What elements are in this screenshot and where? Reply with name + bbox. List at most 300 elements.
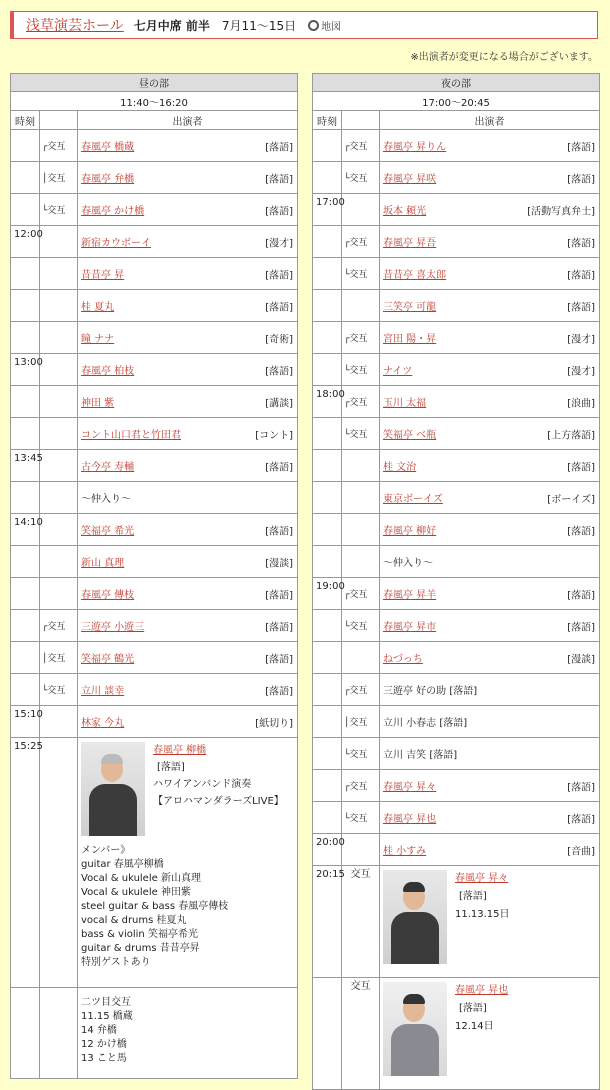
performer-cell: [78, 642, 298, 674]
rotation-cell: [40, 226, 78, 258]
rotation-note-row: [11, 988, 298, 1079]
feature-row: [313, 978, 600, 1090]
performer-photo: [383, 870, 447, 964]
performer-link[interactable]: 神田 紫: [81, 398, 115, 409]
genre-label: [落語]: [567, 238, 595, 249]
performer-link[interactable]: 春風亭 昇々: [455, 873, 509, 884]
performer-header: 出演者: [380, 111, 600, 130]
rotation-cell: └交互: [342, 738, 380, 770]
time-cell: [11, 322, 40, 354]
time-cell: 13:00: [11, 354, 40, 386]
performer-link[interactable]: 春風亭 昇々: [383, 782, 437, 793]
time-cell: [11, 194, 40, 226]
time-cell: [313, 418, 342, 450]
period-label: 七月中席 前半: [133, 18, 210, 33]
day-title: 昼の部: [11, 74, 298, 92]
performer-cell: [380, 418, 600, 450]
event-line: ハワイアンバンド演奏: [153, 779, 252, 790]
rotation-note: 11.15 橋蔵: [81, 1011, 133, 1022]
rotation-cell: ┌交互: [342, 322, 380, 354]
schedule-row: [313, 514, 600, 546]
genre-label: [落語]: [265, 174, 293, 185]
genre-label: [落語]: [567, 526, 595, 537]
performer-link[interactable]: 春風亭 弁橋: [81, 174, 135, 185]
genre-label: [漫才]: [567, 366, 595, 377]
rotation-note: 二ツ目交互: [81, 997, 131, 1008]
time-cell: 20:15: [313, 866, 342, 978]
date-note: 11.13.15日: [455, 909, 510, 920]
performer-link[interactable]: 新宿カウボーイ: [81, 238, 151, 249]
performer-link[interactable]: 桂 文治: [383, 462, 417, 473]
schedule-row: [313, 770, 600, 802]
performer-link[interactable]: 春風亭 昇りん: [383, 142, 447, 153]
schedule-row: [11, 482, 298, 514]
rotation-cell: [342, 642, 380, 674]
performer-cell: [380, 802, 600, 834]
time-cell: [313, 770, 342, 802]
schedule-row: [313, 738, 600, 770]
rotation-cell: ┌交互: [40, 610, 78, 642]
time-cell: [313, 226, 342, 258]
genre-label: [落語]: [265, 270, 293, 281]
performer-text: 〜仲入り〜: [81, 494, 131, 505]
genre-label: [落語]: [567, 814, 595, 825]
time-cell: [313, 514, 342, 546]
performer-link[interactable]: 春風亭 柳橋: [153, 745, 207, 756]
magnifier-icon: [308, 20, 319, 31]
performer-cell: [380, 514, 600, 546]
schedule-row: [313, 290, 600, 322]
time-cell: [11, 546, 40, 578]
schedule-row: [313, 642, 600, 674]
performer-link[interactable]: ねづっち: [383, 654, 423, 665]
member-item: メンバー》: [81, 845, 131, 856]
time-cell: [313, 642, 342, 674]
genre-label: [上方落語]: [547, 430, 595, 441]
rotation-cell: ┌交互: [342, 578, 380, 610]
genre-label: [落語]: [265, 590, 293, 601]
schedule-row: [313, 258, 600, 290]
schedule-row: [11, 226, 298, 258]
schedule-row: [11, 514, 298, 546]
performer-link[interactable]: 笑福亭 べ瓶: [383, 430, 437, 441]
rotation-cell: [40, 322, 78, 354]
genre-label: [漫才]: [265, 238, 293, 249]
rotation-cell: [40, 290, 78, 322]
performer-cell: [380, 770, 600, 802]
rotation-cell: [342, 546, 380, 578]
time-cell: 20:00: [313, 834, 342, 866]
performer-link[interactable]: 春風亭 昇咲: [383, 174, 437, 185]
performer-cell: [380, 482, 600, 514]
schedule-row: [313, 802, 600, 834]
rotation-cell: 交互: [342, 978, 380, 1090]
schedule-row: [313, 578, 600, 610]
rotation-cell: [40, 258, 78, 290]
schedule-row: [313, 610, 600, 642]
time-cell: [11, 418, 40, 450]
genre-label: [奇術]: [265, 334, 293, 345]
performer-link[interactable]: 立川 談幸: [81, 686, 125, 697]
rotation-note: 13 こと馬: [81, 1053, 127, 1064]
performer-cell: [380, 194, 600, 226]
schedule-row: [313, 162, 600, 194]
rotation-cell: ┌交互: [342, 130, 380, 162]
performer-cell: [78, 482, 298, 514]
schedule-row: [313, 194, 600, 226]
performer-link[interactable]: 三遊亭 小遊三: [81, 622, 145, 633]
time-cell: 12:00: [11, 226, 40, 258]
genre-label: [落語]: [265, 366, 293, 377]
genre-label: [落語]: [459, 891, 487, 902]
performer-cell: [380, 738, 600, 770]
genre-label: [漫才]: [567, 334, 595, 345]
change-notice: ※出演者が変更になる場合がございます。: [410, 52, 598, 63]
performer-cell: [78, 674, 298, 706]
genre-label: [落語]: [265, 142, 293, 153]
performer-link[interactable]: 春風亭 昇市: [383, 622, 437, 633]
performer-cell: [78, 354, 298, 386]
genre-label: [落語]: [265, 206, 293, 217]
time-cell: [313, 322, 342, 354]
rotation-cell: [342, 482, 380, 514]
performer-link[interactable]: 春風亭 昇羊: [383, 590, 437, 601]
member-item: guitar 春風亭柳橋: [81, 859, 164, 870]
performer-link[interactable]: 玉川 太福: [383, 398, 427, 409]
schedule-row: [11, 578, 298, 610]
schedule-row: [11, 674, 298, 706]
rotation-cell: │交互: [342, 706, 380, 738]
rotation-cell: [40, 386, 78, 418]
time-header: 時刻: [313, 111, 342, 130]
performer-link[interactable]: 笑福亭 鶴光: [81, 654, 135, 665]
performer-cell: [380, 610, 600, 642]
performer-link[interactable]: 新山 真理: [81, 558, 125, 569]
time-cell: [11, 162, 40, 194]
time-cell: [11, 290, 40, 322]
schedule-row: [11, 450, 298, 482]
schedule-row: [313, 546, 600, 578]
time-cell: [313, 674, 342, 706]
time-cell: 13:45: [11, 450, 40, 482]
genre-label: [漫談]: [567, 654, 595, 665]
performer-link[interactable]: 桂 夏丸: [81, 302, 115, 313]
genre-label: [落語]: [265, 462, 293, 473]
performer-cell: [380, 642, 600, 674]
time-cell: [313, 802, 342, 834]
genre-label: [活動写真弁士]: [527, 206, 595, 217]
performer-cell: [78, 418, 298, 450]
genre-label: [落語]: [265, 622, 293, 633]
rotation-cell: [342, 834, 380, 866]
event-line: 【アロハマンダラーズLIVE】: [153, 796, 284, 807]
time-cell: 15:10: [11, 706, 40, 738]
time-cell: [11, 386, 40, 418]
schedule-row: [313, 482, 600, 514]
schedule-row: [11, 354, 298, 386]
performer-link[interactable]: 春風亭 昇吾: [383, 238, 437, 249]
rotation-cell: └交互: [342, 802, 380, 834]
genre-label: [落語]: [265, 654, 293, 665]
rotation-cell: ┌交互: [342, 770, 380, 802]
performer-cell: [380, 290, 600, 322]
day-program-table: [10, 73, 298, 1079]
genre-label: [落語]: [265, 686, 293, 697]
genre-label: [コント]: [255, 430, 293, 441]
genre-label: [落語]: [567, 302, 595, 313]
performer-link[interactable]: 春風亭 柏枝: [81, 366, 135, 377]
performer-cell: [380, 354, 600, 386]
schedule-row: [313, 450, 600, 482]
rotation-cell: └交互: [342, 258, 380, 290]
time-cell: [11, 482, 40, 514]
performer-cell: [380, 834, 600, 866]
performer-text: 〜仲入り〜: [383, 558, 433, 569]
performer-link[interactable]: 宮田 陽・昇: [383, 334, 437, 345]
genre-label: [落語]: [567, 462, 595, 473]
performer-link[interactable]: 東京ボーイズ: [383, 494, 443, 505]
member-item: Vocal & ukulele 新山真理: [81, 873, 201, 884]
performer-link[interactable]: 春風亭 橋蔵: [81, 142, 135, 153]
performer-cell: [78, 194, 298, 226]
rotation-cell: └交互: [40, 194, 78, 226]
performer-link[interactable]: 笑福亭 希光: [81, 526, 135, 537]
performer-cell: [380, 706, 600, 738]
time-cell: 14:10: [11, 514, 40, 546]
rotation-cell: └交互: [40, 674, 78, 706]
time-cell: [313, 706, 342, 738]
night-program-table: [312, 73, 600, 1090]
member-item: bass & violin 笑福亭希光: [81, 929, 198, 940]
performer-text: 立川 吉笑 [落語]: [383, 750, 458, 761]
feature-row: [11, 738, 298, 988]
time-cell: [313, 978, 342, 1090]
genre-label: [ボーイズ]: [547, 494, 595, 505]
schedule-row: [11, 162, 298, 194]
time-cell: [313, 258, 342, 290]
genre-label: [落語]: [567, 270, 595, 281]
schedule-row: [11, 706, 298, 738]
time-cell: [313, 130, 342, 162]
performer-link[interactable]: 古今亭 寿輔: [81, 462, 135, 473]
member-item: 特別ゲストあり: [81, 957, 151, 968]
time-cell: [11, 578, 40, 610]
performer-text: 立川 小春志 [落語]: [383, 718, 468, 729]
rotation-cell: [40, 354, 78, 386]
performer-cell: [380, 450, 600, 482]
rotation-note: 14 弁橋: [81, 1025, 117, 1036]
rotation-cell: ┌交互: [342, 674, 380, 706]
performer-cell: [78, 386, 298, 418]
performer-cell: [78, 546, 298, 578]
genre-label: [落語]: [265, 302, 293, 313]
performer-link[interactable]: 春風亭 昇也: [383, 814, 437, 825]
schedule-row: [11, 290, 298, 322]
performer-cell: [380, 162, 600, 194]
member-item: guitar & drums 昔昔亭昇: [81, 943, 200, 954]
member-item: steel guitar & bass 春風亭傳枝: [81, 901, 229, 912]
performer-link[interactable]: 林家 今丸: [81, 718, 125, 729]
rotation-cell: [342, 290, 380, 322]
time-cell: 15:25: [11, 738, 40, 988]
performer-cell: [380, 322, 600, 354]
performer-link[interactable]: 昔昔亭 昇: [81, 270, 125, 281]
schedule-row: [11, 418, 298, 450]
schedule-row: [313, 226, 600, 258]
performer-cell: [78, 610, 298, 642]
time-cell: [313, 738, 342, 770]
schedule-row: [11, 386, 298, 418]
time-cell: [313, 290, 342, 322]
schedule-row: [313, 834, 600, 866]
schedule-row: [11, 194, 298, 226]
schedule-row: [313, 130, 600, 162]
time-cell: [313, 354, 342, 386]
performer-cell: [78, 514, 298, 546]
performer-link[interactable]: 三笑亭 可龍: [383, 302, 437, 313]
schedule-row: [11, 642, 298, 674]
member-list: [81, 844, 294, 970]
schedule-row: [313, 386, 600, 418]
rotation-cell: ┌交互: [342, 386, 380, 418]
rotation-cell: │交互: [40, 642, 78, 674]
performer-cell: [78, 226, 298, 258]
date-note: 12.14日: [455, 1021, 494, 1032]
feature-row: [313, 866, 600, 978]
performer-cell: [380, 546, 600, 578]
schedule-row: [11, 546, 298, 578]
member-item: vocal & drums 桂夏丸: [81, 915, 187, 926]
performer-link[interactable]: 桂 小すみ: [383, 846, 427, 857]
night-title: 夜の部: [313, 74, 600, 92]
rotation-cell: ┌交互: [40, 130, 78, 162]
performer-photo: [81, 742, 145, 836]
genre-label: [落語]: [265, 526, 293, 537]
performer-link[interactable]: 昔昔亭 喜太郎: [383, 270, 447, 281]
time-cell: [313, 450, 342, 482]
rotation-cell: [40, 418, 78, 450]
schedule-row: [313, 418, 600, 450]
performer-cell: [380, 578, 600, 610]
performer-cell: [78, 322, 298, 354]
time-cell: [11, 642, 40, 674]
time-cell: [11, 674, 40, 706]
performer-cell: [380, 258, 600, 290]
performer-cell: [78, 706, 298, 738]
rotation-cell: └交互: [342, 354, 380, 386]
performer-cell: [78, 258, 298, 290]
rotation-cell: [40, 514, 78, 546]
time-cell: [313, 610, 342, 642]
performer-link[interactable]: コント山口君と竹田君: [81, 430, 181, 441]
rotation-cell: [40, 578, 78, 610]
performer-header: 出演者: [78, 111, 298, 130]
genre-label: [落語]: [157, 762, 185, 773]
schedule-row: [313, 674, 600, 706]
genre-label: [落語]: [567, 142, 595, 153]
time-cell: 17:00: [313, 194, 342, 226]
rotation-cell: [40, 706, 78, 738]
time-cell: [11, 258, 40, 290]
performer-cell: [78, 578, 298, 610]
program-header: [10, 11, 598, 39]
schedule-row: [11, 610, 298, 642]
rotation-cell: [342, 194, 380, 226]
genre-label: [落語]: [567, 590, 595, 601]
day-time: 11:40〜16:20: [11, 92, 298, 111]
rotation-cell: │交互: [40, 162, 78, 194]
performer-link[interactable]: 春風亭 傳枝: [81, 590, 135, 601]
rotation-note: 12 かけ橋: [81, 1039, 127, 1050]
genre-label: [落語]: [459, 1003, 487, 1014]
map-button[interactable]: [308, 18, 341, 33]
rotation-cell: [342, 450, 380, 482]
rotation-cell: [40, 546, 78, 578]
schedule-row: [313, 354, 600, 386]
map-label: 地図: [321, 21, 342, 33]
performer-cell: [78, 450, 298, 482]
genre-label: [音曲]: [567, 846, 595, 857]
time-header: 時刻: [11, 111, 40, 130]
genre-label: [漫談]: [265, 558, 293, 569]
time-cell: [313, 482, 342, 514]
rotation-cell: └交互: [342, 610, 380, 642]
performer-cell: [78, 162, 298, 194]
performer-cell: [380, 674, 600, 706]
rotation-cell: └交互: [342, 418, 380, 450]
time-cell: 19:00: [313, 578, 342, 610]
rotation-cell: 交互: [342, 866, 380, 978]
performer-cell: [78, 130, 298, 162]
performer-photo: [383, 982, 447, 1076]
performer-cell: [380, 130, 600, 162]
performer-cell: [380, 386, 600, 418]
performer-link[interactable]: 春風亭 柳好: [383, 526, 437, 537]
schedule-row: [11, 130, 298, 162]
performer-link[interactable]: 瞳 ナナ: [81, 334, 115, 345]
time-cell: [11, 130, 40, 162]
time-cell: 18:00: [313, 386, 342, 418]
genre-label: [紙切り]: [255, 718, 293, 729]
schedule-row: [11, 258, 298, 290]
hall-link[interactable]: 浅草演芸ホール: [26, 18, 124, 34]
performer-link[interactable]: 坂本 頼光: [383, 206, 427, 217]
performer-link[interactable]: 春風亭 かけ橋: [81, 206, 145, 217]
schedule-row: [313, 706, 600, 738]
date-range: 7月11〜15日: [221, 18, 297, 33]
genre-label: [落語]: [567, 622, 595, 633]
time-cell: [313, 546, 342, 578]
rotation-cell: └交互: [342, 162, 380, 194]
member-item: Vocal & ukulele 神田紫: [81, 887, 191, 898]
time-cell: [313, 162, 342, 194]
schedule-row: [11, 322, 298, 354]
genre-label: [講談]: [265, 398, 293, 409]
time-cell: [11, 610, 40, 642]
rotation-cell: [342, 514, 380, 546]
performer-link[interactable]: ナイツ: [383, 366, 413, 377]
genre-label: [落語]: [567, 782, 595, 793]
genre-label: [浪曲]: [567, 398, 595, 409]
performer-text: 三遊亭 好の助 [落語]: [383, 686, 478, 697]
rotation-cell: [40, 450, 78, 482]
performer-link[interactable]: 春風亭 昇也: [455, 985, 509, 996]
rotation-cell: [40, 482, 78, 514]
genre-label: [落語]: [567, 174, 595, 185]
night-time: 17:00〜20:45: [313, 92, 600, 111]
performer-cell: [380, 226, 600, 258]
schedule-row: [313, 322, 600, 354]
